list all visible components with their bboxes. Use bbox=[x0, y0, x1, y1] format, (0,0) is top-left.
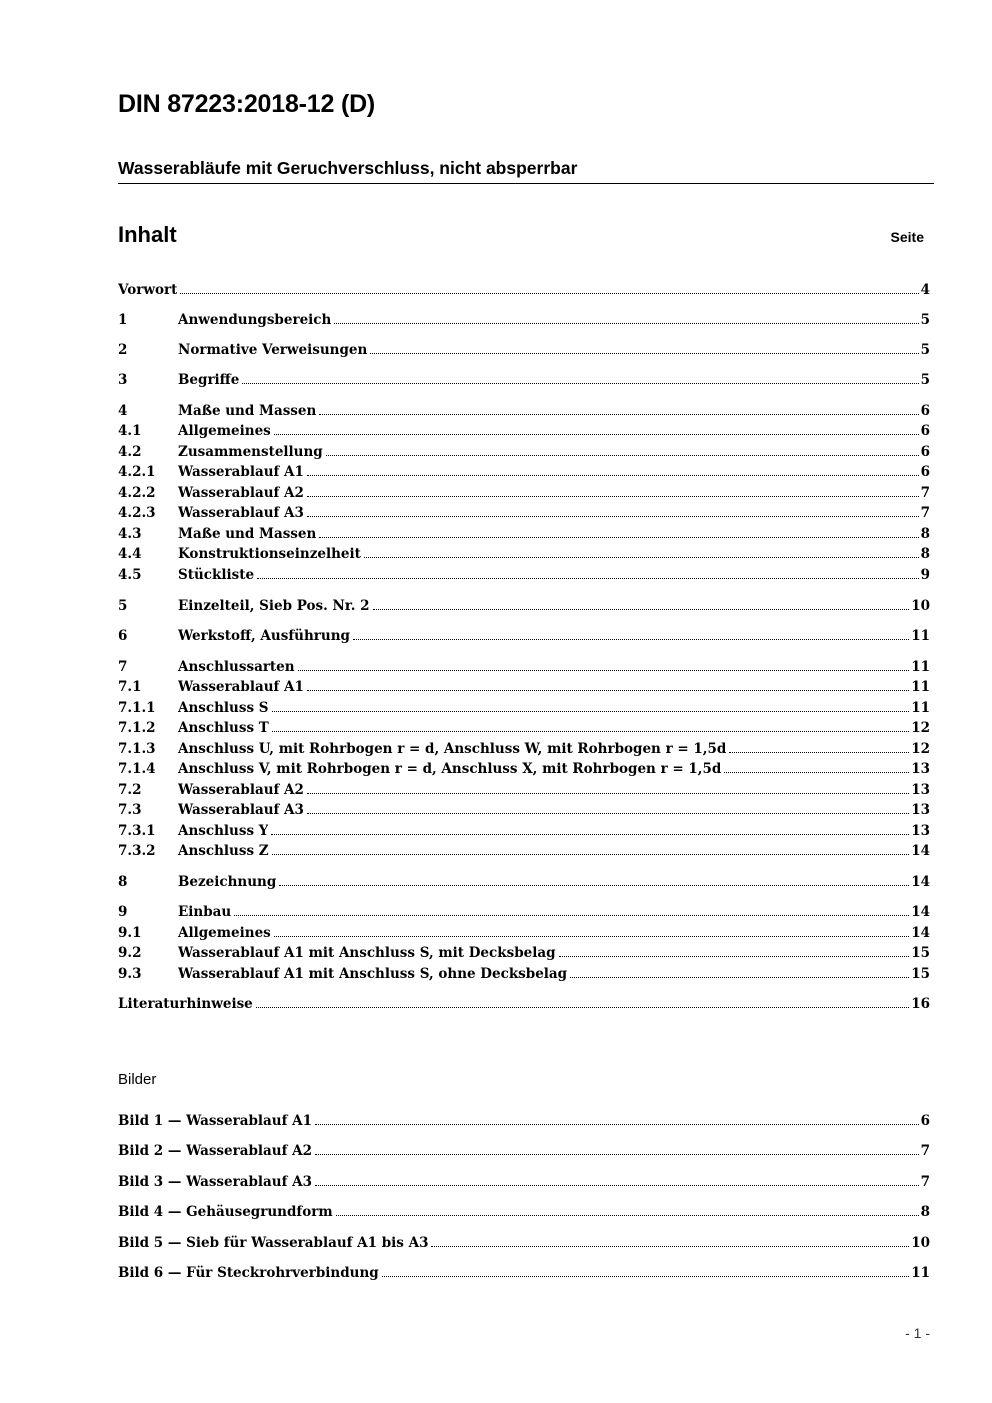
toc-entry-page: 6 bbox=[920, 464, 930, 480]
dot-leader bbox=[272, 854, 910, 855]
toc-entry-title: Stückliste bbox=[178, 567, 255, 583]
toc-entry-title: Anschluss U, mit Rohrbogen r = d, Anschluss W, mit Rohrbogen r = 1,5d bbox=[178, 741, 727, 757]
dot-leader bbox=[307, 475, 919, 476]
toc-entry-page: 5 bbox=[920, 342, 930, 358]
dot-leader bbox=[431, 1246, 909, 1247]
figure-entry-title: Bild 4 — Gehäusegrundform bbox=[118, 1204, 333, 1220]
toc-entry-number: 2 bbox=[118, 342, 128, 358]
figure-entry-page: 7 bbox=[920, 1174, 930, 1190]
toc-entry[interactable] bbox=[118, 503, 930, 523]
dot-leader bbox=[307, 496, 919, 497]
toc-entry-number: 7.1 bbox=[118, 679, 142, 695]
toc-entry-number: 7.2 bbox=[118, 782, 142, 798]
toc-entry-number: 4.5 bbox=[118, 567, 142, 583]
dot-leader bbox=[315, 1124, 919, 1125]
toc-entry[interactable] bbox=[118, 340, 930, 360]
toc-entry-page: 14 bbox=[911, 843, 930, 859]
dot-leader bbox=[724, 772, 909, 773]
toc-entry-title: Einzelteil, Sieb Pos. Nr. 2 bbox=[178, 598, 370, 614]
figure-entry[interactable] bbox=[118, 1172, 930, 1192]
dot-leader bbox=[373, 609, 910, 610]
toc-entry-title: Werkstoff, Ausführung bbox=[178, 628, 350, 644]
dot-leader bbox=[274, 936, 909, 937]
toc-entry-number: 7.1.4 bbox=[118, 761, 156, 777]
toc-entry-title: Maße und Massen bbox=[178, 526, 317, 542]
toc-entry-page: 13 bbox=[911, 782, 930, 798]
toc-entry[interactable] bbox=[118, 841, 930, 861]
figure-entry[interactable] bbox=[118, 1202, 930, 1222]
toc-entry-title: Wasserablauf A1 bbox=[178, 464, 304, 480]
toc-entry[interactable] bbox=[118, 923, 930, 943]
figure-entry-page: 10 bbox=[911, 1235, 930, 1251]
dot-leader bbox=[272, 731, 909, 732]
toc-entry-number: 9.1 bbox=[118, 925, 142, 941]
dot-leader bbox=[315, 1185, 919, 1186]
toc-entry[interactable] bbox=[118, 698, 930, 718]
toc-entry-number: 9.3 bbox=[118, 966, 142, 982]
toc-entry-number: 7 bbox=[118, 659, 128, 675]
toc-entry[interactable] bbox=[118, 421, 930, 441]
toc-entry-number: 9 bbox=[118, 904, 128, 920]
figure-entry-page: 6 bbox=[920, 1113, 930, 1129]
toc-entry[interactable] bbox=[118, 677, 930, 697]
toc-entry-number: 7.3.1 bbox=[118, 823, 156, 839]
dot-leader bbox=[326, 455, 919, 456]
figure-entry-page: 7 bbox=[920, 1143, 930, 1159]
figure-entry-title: Bild 6 — Für Steckrohrverbindung bbox=[118, 1265, 379, 1281]
dot-leader bbox=[370, 353, 918, 354]
toc-entry-page: 14 bbox=[911, 904, 930, 920]
toc-entry-title: Anschluss S bbox=[178, 700, 269, 716]
toc-entry-page: 14 bbox=[911, 925, 930, 941]
toc-entry-page: 10 bbox=[911, 598, 930, 614]
page-number: - 1 - bbox=[905, 1325, 930, 1341]
figure-entry-page: 8 bbox=[920, 1204, 930, 1220]
toc-entry-title: Normative Verweisungen bbox=[178, 342, 368, 358]
toc-entry-page: 11 bbox=[911, 700, 930, 716]
toc-entry-number: 6 bbox=[118, 628, 128, 644]
toc-entry-page: 5 bbox=[920, 312, 930, 328]
toc-entry[interactable] bbox=[118, 401, 930, 421]
toc-entry-page: 7 bbox=[920, 485, 930, 501]
dot-leader bbox=[234, 915, 909, 916]
figure-entry[interactable] bbox=[118, 1233, 930, 1253]
toc-entry-title: Anwendungsbereich bbox=[178, 312, 332, 328]
toc-entry-page: 12 bbox=[911, 720, 930, 736]
toc-entry-title: Wasserablauf A3 bbox=[178, 505, 304, 521]
toc-entry[interactable] bbox=[118, 872, 930, 892]
toc-entry-number: 7.3.2 bbox=[118, 843, 156, 859]
dot-leader bbox=[242, 383, 918, 384]
toc-entry-page: 15 bbox=[911, 945, 930, 961]
document-title: DIN 87223:2018-12 (D) bbox=[118, 90, 376, 118]
dot-leader bbox=[336, 1215, 919, 1216]
toc-entry-number: 4.1 bbox=[118, 423, 142, 439]
dot-leader bbox=[279, 885, 909, 886]
toc-entry-title: Wasserablauf A1 bbox=[178, 679, 304, 695]
dot-leader bbox=[180, 293, 918, 294]
toc-entry[interactable] bbox=[118, 739, 930, 759]
dot-leader bbox=[559, 956, 910, 957]
dot-leader bbox=[271, 834, 909, 835]
dot-leader bbox=[382, 1276, 909, 1277]
dot-leader bbox=[307, 813, 909, 814]
toc-entry-number: 4.3 bbox=[118, 526, 142, 542]
toc-entry[interactable] bbox=[118, 657, 930, 677]
toc-entry-title: Anschluss Z bbox=[178, 843, 269, 859]
toc-entry-page: 11 bbox=[911, 679, 930, 695]
toc-entry[interactable] bbox=[118, 780, 930, 800]
figure-entry-title: Bild 3 — Wasserablauf A3 bbox=[118, 1174, 312, 1190]
toc-entry-page: 13 bbox=[911, 761, 930, 777]
toc-entry[interactable] bbox=[118, 943, 930, 963]
dot-leader bbox=[298, 670, 910, 671]
toc-entry[interactable] bbox=[118, 626, 930, 646]
toc-entry[interactable] bbox=[118, 565, 930, 585]
toc-entry-title: Maße und Massen bbox=[178, 403, 317, 419]
dot-leader bbox=[307, 690, 909, 691]
toc-entry-number: 7.3 bbox=[118, 802, 142, 818]
toc-entry-number: 9.2 bbox=[118, 945, 142, 961]
dot-leader bbox=[274, 434, 919, 435]
toc-entry[interactable] bbox=[118, 524, 930, 544]
toc-entry[interactable] bbox=[118, 718, 930, 738]
toc-entry-number: 5 bbox=[118, 598, 128, 614]
toc-entry-title: Wasserablauf A3 bbox=[178, 802, 304, 818]
toc-heading: Inhalt bbox=[118, 222, 177, 247]
toc-entry-page: 14 bbox=[911, 874, 930, 890]
toc-entry-title: Zusammenstellung bbox=[178, 444, 323, 460]
figure-entry-title: Bild 2 — Wasserablauf A2 bbox=[118, 1143, 312, 1159]
document-subtitle: Wasserabläufe mit Geruchverschluss, nicht absperrbar bbox=[118, 158, 934, 184]
toc-entry-title: Anschluss Y bbox=[178, 823, 269, 839]
toc-entry-title: Wasserablauf A2 bbox=[178, 485, 304, 501]
toc-entry[interactable] bbox=[118, 544, 930, 564]
toc-entry[interactable] bbox=[118, 596, 930, 616]
figure-entry[interactable] bbox=[118, 1263, 930, 1283]
toc-entry-page: 8 bbox=[920, 526, 930, 542]
toc-entry-page: 5 bbox=[920, 372, 930, 388]
toc-entry[interactable] bbox=[118, 483, 930, 503]
toc-entry-page: 4 bbox=[920, 282, 930, 298]
figure-entry[interactable] bbox=[118, 1111, 930, 1131]
toc-entry-title: Allgemeines bbox=[178, 925, 271, 941]
figures-heading: Bilder bbox=[118, 1071, 157, 1088]
toc-entry-title: Wasserablauf A1 mit Anschluss S, mit Decksbelag bbox=[178, 945, 556, 961]
dot-leader bbox=[272, 711, 910, 712]
toc-entry-number: 8 bbox=[118, 874, 128, 890]
toc-entry-title: Wasserablauf A2 bbox=[178, 782, 304, 798]
toc-entry-title: Bezeichnung bbox=[178, 874, 277, 890]
toc-entry-title: Anschlussarten bbox=[178, 659, 295, 675]
dot-leader bbox=[307, 516, 919, 517]
toc-entry[interactable] bbox=[118, 994, 930, 1014]
toc-entry-page: 8 bbox=[920, 546, 930, 562]
dot-leader bbox=[319, 414, 918, 415]
toc-entry[interactable] bbox=[118, 442, 930, 462]
dot-leader bbox=[353, 639, 909, 640]
toc-entry-title: Einbau bbox=[178, 904, 232, 920]
toc-entry-title: Anschluss V, mit Rohrbogen r = d, Anschluss X, mit Rohrbogen r = 1,5d bbox=[178, 761, 722, 777]
toc-entry[interactable] bbox=[118, 902, 930, 922]
dot-leader bbox=[334, 323, 918, 324]
toc-entry-page: 13 bbox=[911, 802, 930, 818]
figure-entry-title: Bild 5 — Sieb für Wasserablauf A1 bis A3 bbox=[118, 1235, 429, 1251]
toc-entry-page: 13 bbox=[911, 823, 930, 839]
dot-leader bbox=[729, 752, 909, 753]
toc-entry-title: Konstruktionseinzelheit bbox=[178, 546, 361, 562]
toc-entry-number: 7.1.1 bbox=[118, 700, 156, 716]
toc-entry-page: 6 bbox=[920, 444, 930, 460]
toc-entry-number: 4.2.3 bbox=[118, 505, 156, 521]
figure-entry[interactable] bbox=[118, 1141, 930, 1161]
toc-entry-number: 4.2 bbox=[118, 444, 142, 460]
toc-entry[interactable] bbox=[118, 280, 930, 300]
toc-entry-title: Allgemeines bbox=[178, 423, 271, 439]
dot-leader bbox=[319, 537, 918, 538]
toc-entry-page: 16 bbox=[911, 996, 930, 1012]
toc-entry-number: 4.4 bbox=[118, 546, 142, 562]
toc-entry-page: 11 bbox=[911, 659, 930, 675]
toc-entry-page: 6 bbox=[920, 403, 930, 419]
dot-leader bbox=[315, 1154, 919, 1155]
dot-leader bbox=[364, 557, 919, 558]
toc-entry-number: 4.2.2 bbox=[118, 485, 156, 501]
dot-leader bbox=[307, 793, 909, 794]
figure-entry-page: 11 bbox=[911, 1265, 930, 1281]
dot-leader bbox=[256, 1007, 909, 1008]
toc-entry-page: 11 bbox=[911, 628, 930, 644]
toc-entry[interactable] bbox=[118, 821, 930, 841]
toc-entry[interactable] bbox=[118, 310, 930, 330]
toc-entry[interactable] bbox=[118, 462, 930, 482]
toc-entry-number: 4.2.1 bbox=[118, 464, 156, 480]
toc-entry-title: Wasserablauf A1 mit Anschluss S, ohne Decksbelag bbox=[178, 966, 568, 982]
toc-entry-number: 7.1.2 bbox=[118, 720, 156, 736]
toc-entry-number: 7.1.3 bbox=[118, 741, 156, 757]
toc-entry-number: 3 bbox=[118, 372, 128, 388]
page-column-label: Seite bbox=[890, 229, 924, 245]
figure-entry-title: Bild 1 — Wasserablauf A1 bbox=[118, 1113, 312, 1129]
toc-entry[interactable] bbox=[118, 964, 930, 984]
toc-entry-page: 12 bbox=[911, 741, 930, 757]
toc-entry-number: 4 bbox=[118, 403, 128, 419]
toc-entry-page: 6 bbox=[920, 423, 930, 439]
dot-leader bbox=[257, 578, 919, 579]
toc-entry-number: 1 bbox=[118, 312, 128, 328]
toc-entry-page: 15 bbox=[911, 966, 930, 982]
toc-entry[interactable] bbox=[118, 370, 930, 390]
toc-entry-page: 7 bbox=[920, 505, 930, 521]
toc-entry-title: Anschluss T bbox=[178, 720, 269, 736]
toc-entry-title: Begriffe bbox=[178, 372, 240, 388]
toc-entry-title: Vorwort bbox=[118, 282, 178, 298]
dot-leader bbox=[570, 977, 909, 978]
toc-entry[interactable] bbox=[118, 759, 930, 779]
toc-entry-page: 9 bbox=[920, 567, 930, 583]
toc-entry[interactable] bbox=[118, 800, 930, 820]
toc-entry-title: Literaturhinweise bbox=[118, 996, 253, 1012]
